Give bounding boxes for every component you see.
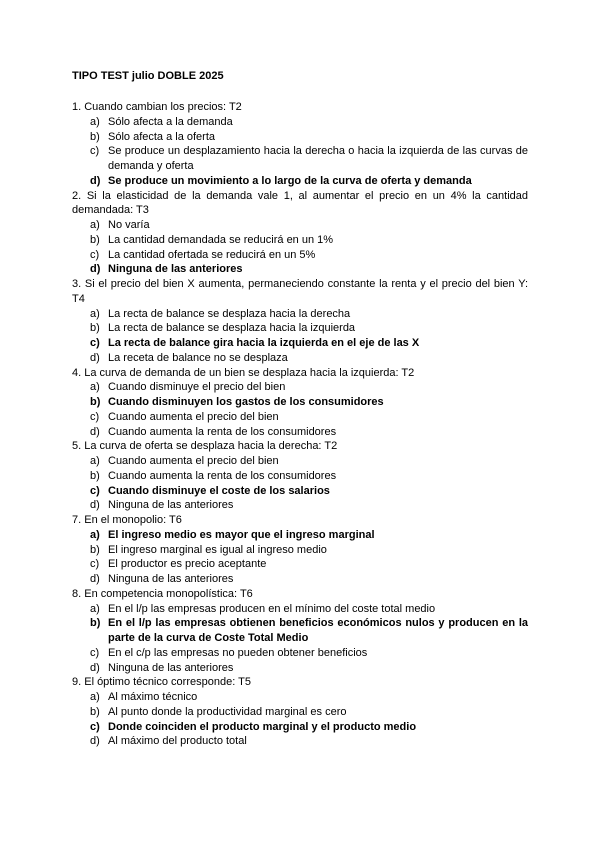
option-label: c) <box>90 410 100 423</box>
option-text: Cuando disminuyen los gastos de los consumidores <box>108 396 384 408</box>
option-label: d) <box>90 263 101 276</box>
option-text: No varía <box>108 219 150 231</box>
option-label: d) <box>90 174 101 187</box>
option-text: El ingreso medio es mayor que el ingreso marginal <box>108 528 375 541</box>
option-list <box>72 380 528 439</box>
question-block <box>72 277 528 366</box>
answer-option <box>72 572 528 587</box>
answer-option <box>72 469 528 484</box>
question-text: 3. Si el precio del bien X aumenta, permaneciendo constante la renta y el precio del bien Y: T4 <box>72 278 528 305</box>
option-text: La cantidad demandada se reducirá en un 1% <box>108 233 334 246</box>
option-label: a) <box>90 115 100 128</box>
option-label: b) <box>90 396 101 408</box>
option-label: c) <box>90 145 100 158</box>
option-text: Al máximo técnico <box>108 691 198 703</box>
option-label: d) <box>90 351 100 364</box>
answer-option <box>72 321 528 336</box>
option-list <box>72 307 528 366</box>
option-text: Cuando aumenta la renta de los consumidores <box>108 469 337 482</box>
answer-option-correct <box>72 720 528 735</box>
question-list <box>72 100 528 749</box>
question-block <box>72 189 528 278</box>
option-text: Sólo afecta a la demanda <box>108 115 233 128</box>
option-text: Se produce un movimiento a lo largo de la curva de oferta y demanda <box>108 174 472 187</box>
option-label: a) <box>90 219 100 231</box>
option-text: La receta de balance no se desplaza <box>108 351 288 364</box>
answer-option <box>72 661 528 676</box>
option-text: Sólo afecta a la oferta <box>108 130 216 143</box>
option-label: a) <box>90 602 100 615</box>
answer-option-correct <box>72 528 528 543</box>
option-text: La recta de balance se desplaza hacia la izquierda <box>108 322 356 335</box>
answer-option <box>72 115 528 130</box>
option-list <box>72 115 528 189</box>
option-label: d) <box>90 425 100 438</box>
option-text: Cuando disminuye el precio del bien <box>108 381 286 394</box>
answer-option <box>72 602 528 617</box>
question-block <box>72 675 528 749</box>
question-text: 1. Cuando cambian los precios: T2 <box>72 101 242 113</box>
question-text: 4. La curva de demanda de un bien se desplaza hacia la izquierda: T2 <box>72 366 415 379</box>
option-label: b) <box>90 469 100 482</box>
option-text: Ninguna de las anteriores <box>108 263 243 276</box>
option-label: b) <box>90 705 100 718</box>
option-label: a) <box>90 691 100 703</box>
option-label: a) <box>90 307 100 320</box>
option-text: Se produce un desplazamiento hacia la derecha o hacia la izquierda de las curvas de demanda y oferta <box>108 145 528 172</box>
option-text: La recta de balance gira hacia la izquierda en el eje de las X <box>108 337 420 349</box>
option-label: c) <box>90 720 100 733</box>
answer-option <box>72 557 528 572</box>
option-text: En el l/p las empresas producen en el mínimo del coste total medio <box>108 602 436 615</box>
question-block <box>72 439 528 513</box>
option-label: c) <box>90 248 100 261</box>
option-text: La recta de balance se desplaza hacia la derecha <box>108 307 351 320</box>
answer-option <box>72 690 528 705</box>
answer-option-correct <box>72 174 528 189</box>
question-text: 8. En competencia monopolística: T6 <box>72 587 253 600</box>
option-text: Ninguna de las anteriores <box>108 661 234 674</box>
option-list <box>72 218 528 277</box>
option-text: Cuando aumenta el precio del bien <box>108 455 279 467</box>
option-text: Al punto donde la productividad marginal es cero <box>108 705 347 718</box>
answer-option <box>72 646 528 661</box>
question-block <box>72 587 528 676</box>
option-text: La cantidad ofertada se reducirá en un 5% <box>108 248 316 261</box>
option-label: c) <box>90 558 100 571</box>
option-text: Ninguna de las anteriores <box>108 573 234 585</box>
question-text: 5. La curva de oferta se desplaza hacia la derecha: T2 <box>72 440 338 453</box>
option-text: Ninguna de las anteriores <box>108 499 234 512</box>
option-label: d) <box>90 573 100 585</box>
answer-option <box>72 233 528 248</box>
document-title: TIPO TEST julio DOBLE 2025 <box>72 70 224 82</box>
answer-option <box>72 734 528 749</box>
answer-option <box>72 543 528 558</box>
question-block <box>72 366 528 440</box>
option-text: Cuando aumenta el precio del bien <box>108 410 279 423</box>
answer-option <box>72 248 528 263</box>
answer-option <box>72 307 528 322</box>
option-label: b) <box>90 233 100 246</box>
option-label: d) <box>90 499 100 512</box>
option-label: b) <box>90 543 100 556</box>
option-label: b) <box>90 130 100 143</box>
answer-option-correct <box>72 484 528 499</box>
option-list <box>72 454 528 513</box>
question-block <box>72 100 528 189</box>
option-text: Cuando disminuye el coste de los salarios <box>108 484 330 497</box>
option-label: c) <box>90 484 100 497</box>
option-label: d) <box>90 735 100 748</box>
option-text: El ingreso marginal es igual al ingreso medio <box>108 543 327 556</box>
option-label: b) <box>90 617 101 630</box>
answer-option <box>72 380 528 395</box>
answer-option <box>72 130 528 145</box>
option-label: c) <box>90 646 100 659</box>
option-list <box>72 690 528 749</box>
answer-option-correct <box>72 336 528 351</box>
answer-option <box>72 144 528 174</box>
question-text: 7. En el monopolio: T6 <box>72 514 182 526</box>
question-text: 2. Si la elasticidad de la demanda vale 1, al aumentar el precio en un 4% la cantidad demandada: T3 <box>72 189 528 217</box>
option-text: En el c/p las empresas no pueden obtener beneficios <box>108 646 368 659</box>
option-list <box>72 528 528 587</box>
answer-option <box>72 454 528 469</box>
answer-option-correct <box>72 395 528 410</box>
answer-option <box>72 410 528 425</box>
option-text: El productor es precio aceptante <box>108 558 267 571</box>
option-text: Cuando aumenta la renta de los consumidores <box>108 425 337 438</box>
option-label: a) <box>90 381 100 394</box>
answer-option-correct <box>72 616 528 646</box>
answer-option <box>72 218 528 233</box>
option-label: d) <box>90 661 100 674</box>
option-label: a) <box>90 455 100 467</box>
option-label: a) <box>90 528 100 541</box>
answer-option <box>72 351 528 366</box>
option-text: Al máximo del producto total <box>108 735 247 748</box>
option-label: c) <box>90 337 100 349</box>
answer-option <box>72 705 528 720</box>
answer-option <box>72 498 528 513</box>
question-block <box>72 513 528 587</box>
option-list <box>72 602 528 676</box>
answer-option-correct <box>72 262 528 277</box>
option-label: b) <box>90 322 100 335</box>
answer-option <box>72 425 528 440</box>
option-text: En el l/p las empresas obtienen beneficios económicos nulos y producen en la parte de la curva de Coste Total Medio <box>108 617 528 644</box>
question-text: 9. El óptimo técnico corresponde: T5 <box>72 676 251 689</box>
option-text: Donde coinciden el producto marginal y el producto medio <box>108 720 417 733</box>
